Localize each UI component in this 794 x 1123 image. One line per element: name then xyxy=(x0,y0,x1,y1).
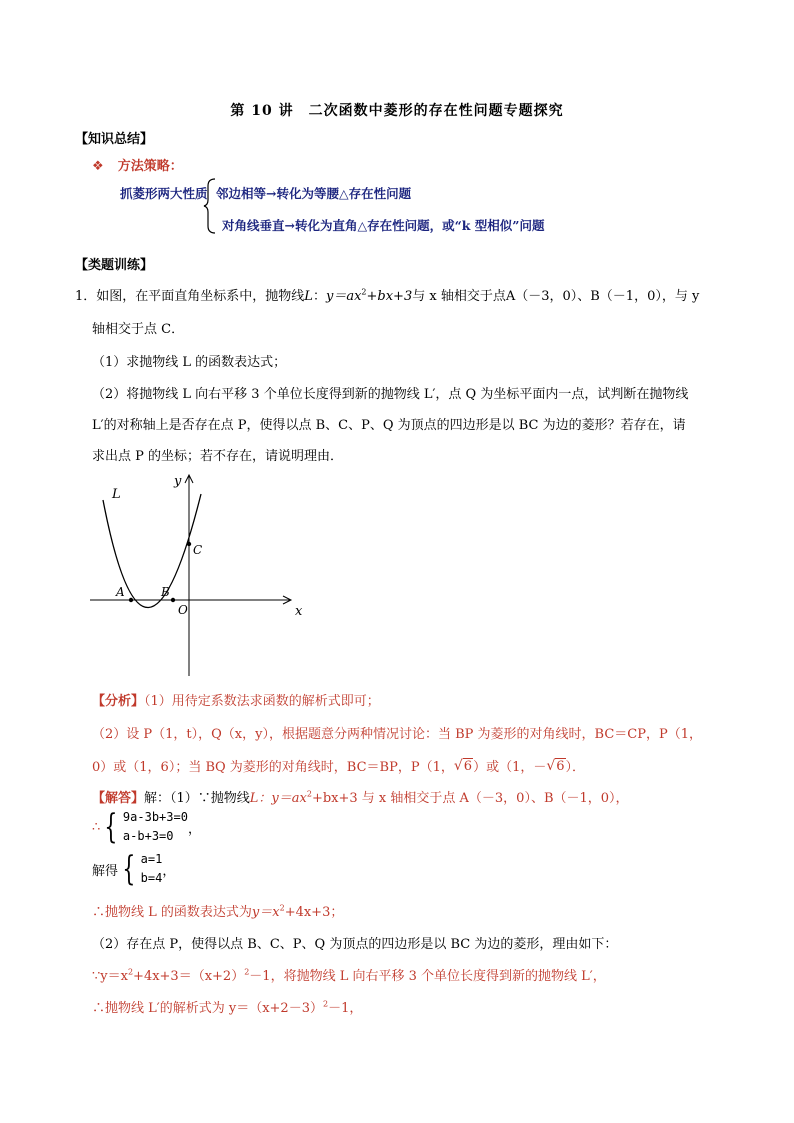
analysis-line-1: 【分析】（1）用待定系数法求函数的解析式即可； xyxy=(92,694,380,709)
strategy-label: 方法策略： xyxy=(117,159,183,174)
equation-system-1: ∴ { 9a-3b+3=0 a-b+3=0 ， xyxy=(92,807,201,847)
diagram-branch-1: 邻边相等→转化为等腰△存在性问题 xyxy=(216,186,412,201)
y-axis-label: y xyxy=(174,474,182,489)
practice-heading: 【类题训练】 xyxy=(75,258,154,273)
x-axis-label: x xyxy=(295,604,303,619)
brace-icon: { xyxy=(104,807,118,847)
solution-line-6: ∴抛物线 L′的解析式为 $y=(x+2-3)^2-1$， xyxy=(92,999,363,1016)
diamond-bullet-icon: ❖ xyxy=(92,159,104,174)
point-a-label: A xyxy=(116,585,125,599)
diagram-branch-2: 对角线垂直→转化为直角△存在性问题，或“k 型相似”问题 xyxy=(222,218,545,233)
diagram-root: 抓菱形两大性质 xyxy=(120,186,208,201)
sqrt-6-a: √ 6 xyxy=(453,757,473,774)
analysis-line-3: 0）或（1，6）；当 BQ 为菱形的对角线时，BC＝BP，P（1， √ 6 ）或（1，－ √ 6 ）． xyxy=(92,757,586,775)
solution-line-4: （2）存在点 P，使得以点 B、C、P、Q 为顶点的四边形是以 BC 为边的菱形，理由如下： xyxy=(92,937,618,952)
point-b xyxy=(171,598,175,602)
question-1: （1）求抛物线 L 的函数表达式； xyxy=(92,355,287,370)
question-2-line-1: （2）将抛物线 L 向右平移 3 个单位长度得到新的抛物线 L′，点 Q 为坐标平面内一点，试判断在抛物线 xyxy=(92,387,689,402)
problem-number: 1． xyxy=(75,289,97,304)
problem-line-2: 轴相交于点 C． xyxy=(92,322,185,337)
point-a xyxy=(129,598,133,602)
point-c-label: C xyxy=(193,543,203,557)
parabola-figure xyxy=(85,468,310,683)
point-c xyxy=(187,542,191,546)
knowledge-heading: 【知识总结】 xyxy=(75,132,154,147)
solution-tag: 【解答】 xyxy=(92,791,145,806)
curve-label: L xyxy=(112,487,121,502)
question-2-line-2: L′的对称轴上是否存在点 P，使得以点 B、C、P、Q 为顶点的四边形是以 BC 为边的菱形？若存在，请 xyxy=(92,418,686,433)
sqrt-6-b: √ 6 xyxy=(546,757,565,774)
solution-line-5: $\because y=x^2+4x+3=(x+2)^2-1$，将抛物线 L 向右平移 3 个单位长度得到新的抛物线 L′， xyxy=(92,967,606,984)
solution-line-1: 【解答】解：（1）∵抛物线L：$y=ax^2+bx+3$ 与 x 轴相交于点 A（－3，0）、B（－1，0）， xyxy=(92,789,629,806)
analysis-line-2: （2）设 P（1，t），Q（x，y），根据题意分两种情况讨论：当 BP 为菱形的对角线时，BC＝CP，P（1， xyxy=(92,727,702,742)
equation-system-2: 解得 { a=1 b=4 ， xyxy=(92,849,176,889)
origin-label: O xyxy=(178,603,188,617)
solution-line-3: ∴抛物线 L 的函数表达式为$y=x^2+4x+3$； xyxy=(92,903,344,920)
brace-icon: { xyxy=(122,849,136,889)
problem-line-1: 1．如图，在平面直角坐标系中，抛物线L：$y=ax^2+bx+3$与 x 轴相交于点A（－3，0）、B（－1，0），与 y xyxy=(75,287,700,304)
strategy-line xyxy=(92,155,183,174)
question-2-line-3: 求出点 P 的坐标；若不存在，请说明理由． xyxy=(92,449,344,464)
page-title: 第 10 讲 二次函数中菱形的存在性问题专题探究 xyxy=(230,103,564,119)
point-b-label: B xyxy=(161,585,170,599)
analysis-tag: 【分析】 xyxy=(92,694,145,709)
